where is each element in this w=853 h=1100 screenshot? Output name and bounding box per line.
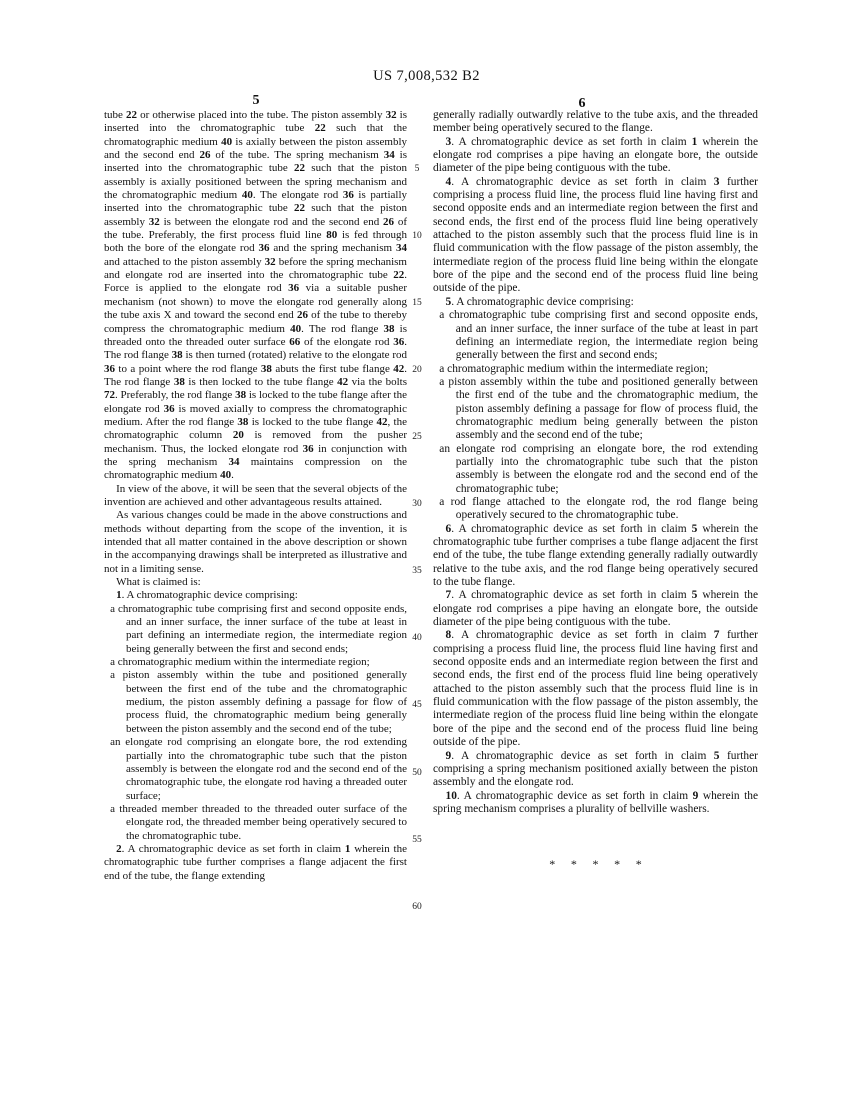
line-number: 25	[412, 432, 422, 443]
claim-9: 9. A chromatographic device as set forth in claim 5 further comprising a spring mechanism positioned axially between the piston assembly and the elongate rod.	[433, 749, 758, 789]
claim-5: 5. A chromatographic device comprising:	[445, 295, 634, 308]
claim-7: 7. A chromatographic device as set forth in claim 5 wherein the elongate rod comprises a pipe having an elongate bore, the outside diameter of the pipe being contiguous with the tube.	[433, 589, 758, 629]
claim-3: 3. A chromatographic device as set forth in claim 1 wherein the elongate rod comprises a pipe having an elongate bore, the outside diameter of the pipe being contiguous with the tube.	[433, 135, 758, 175]
claim-5-element: a rod flange attached to the elongate rod, the rod flange being operatively secured to the chromatographic tube.	[439, 495, 758, 522]
claim-5-element: a piston assembly within the tube and positioned generally between the first end of the tube and the chromatographic medium, the piston assembly defining a passage for flow of process fluid, the chromatographic medium being generally between the piston assembly and the second end of the tube;	[439, 375, 758, 442]
claims-preamble: What is claimed is:	[116, 576, 201, 589]
claim-5-element: a chromatographic tube comprising first and second opposite ends, and an inner surface, the inner surface of the tube at least in part defining an intermediate region, the intermediate region being generally between the first and second ends;	[439, 309, 758, 362]
line-number: 45	[412, 700, 422, 711]
line-number: 40	[412, 633, 422, 644]
claim-2-continuation: generally radially outwardly relative to the tube axis, and the threaded member being operatively secured to the flange.	[433, 109, 758, 135]
patent-number-header: US 7,008,532 B2	[373, 68, 480, 84]
claim-5-element: a chromatographic medium within the intermediate region;	[439, 362, 709, 375]
left-column	[104, 109, 407, 883]
line-number: 30	[412, 499, 422, 510]
claim-10: 10. A chromatographic device as set forth in claim 9 wherein the spring mechanism comprises a plurality of bellville washers.	[433, 789, 758, 815]
line-number-gutter	[404, 0, 430, 1100]
description-paragraph: As various changes could be made in the above constructions and methods without departing from the scope of the invention, it is intended that all matter contained in the above description or shown in the accompanying drawings shall be interpreted as illustrative and not in a limiting sense.	[104, 509, 407, 575]
line-number: 5	[414, 163, 420, 174]
line-number: 60	[412, 901, 422, 912]
line-number: 50	[412, 767, 422, 778]
line-number: 20	[412, 364, 422, 375]
claim-1-element: a chromatographic tube comprising first and second opposite ends, and an inner surface, the inner surface of the tube at least in part defining an intermediate region, the intermediate region being generally between the first and second ends;	[110, 602, 407, 655]
line-number: 55	[412, 834, 422, 845]
claim-2: 2. A chromatographic device as set forth in claim 1 wherein the chromatographic tube further comprises a flange adjacent the first end of the tube, the flange extending	[104, 842, 407, 882]
claim-1-element: a piston assembly within the tube and positioned generally between the first end of the tube and the chromatographic medium, the piston assembly defining a passage for flow of process fluid, the chromatographic medium being generally between the piston assembly and the second end of the tube;	[110, 669, 407, 735]
line-number: 35	[412, 566, 422, 577]
claim-5-element: an elongate rod comprising an elongate bore, the rod extending partially into the chromatographic tube such that the piston assembly is between the elongate rod and the second end of the chromatographic tube;	[439, 442, 758, 495]
column-number-right: 6	[578, 96, 586, 111]
claim-8: 8. A chromatographic device as set forth in claim 7 further comprising a process fluid line, the process fluid line having first and second opposite ends and an intermediate region between the first and second ends, the first end of the process fluid line being operatively attached to the piston assembly such that the process fluid line is in fluid communication with the flow passage of the piston assembly, the intermediate region of the process fluid line being within the elongate bore of the pipe and the second end of the process fluid line being outside of the pipe.	[433, 629, 758, 749]
claim-1-element: a threaded member threaded to the threaded outer surface of the elongate rod, the threaded member being operatively secured to the chromatographic tube.	[110, 802, 407, 842]
claim-1: 1. A chromatographic device comprising:	[116, 589, 298, 602]
end-of-claims-asterisks: * * * * *	[549, 857, 642, 872]
line-number: 10	[412, 230, 422, 241]
claim-6: 6. A chromatographic device as set forth in claim 5 wherein the chromatographic tube further comprises a tube flange adjacent the first end of the tube, the tube flange extending generally radially outwardly relative to the tube axis, and the rod flange being operatively secured to the tube flange.	[433, 522, 758, 589]
column-number-left: 5	[252, 93, 260, 108]
claim-4: 4. A chromatographic device as set forth in claim 3 further comprising a process fluid line, the process fluid line having first and second opposite ends and an intermediate region between the first and second ends, the first end of the process fluid line being operatively attached to the piston assembly such that the process fluid line is in fluid communication with the flow passage of the piston assembly, the intermediate region of the process fluid line being within the elongate bore of the pipe and the second end of the process fluid line being outside of the pipe.	[433, 175, 758, 295]
right-column	[433, 109, 758, 872]
line-number: 15	[412, 297, 422, 308]
description-paragraph: tube 22 or otherwise placed into the tube. The piston assembly 32 is inserted into the chromatographic tube 22 such that the chromatographic medium 40 is axially between the piston assembly and the second end 26 of the tube. The spring mechanism 34 is inserted into the chromatographic tube 22 such that the piston assembly is axially positioned between the spring mechanism and the chromatographic medium 40. The elongate rod 36 is partially inserted into the chromatographic tube 22 such that the piston assembly 32 is between the elongate rod and the second end 26 of the tube. Preferably, the first process fluid line 80 is fed through both the bore of the elongate rod 36 and the spring mechanism 34 and attached to the piston assembly 32 before the spring mechanism and elongate rod are inserted into the chromatographic tube 22. Force is applied to the elongate rod 36 via a suitable pusher mechanism (not shown) to move the elongate rod generally along the tube axis X and toward the second end 26 of the tube to thereby compress the chromatographic medium 40. The rod flange 38 is threaded onto the threaded outer surface 66 of the elongate rod 36. The rod flange 38 is then turned (rotated) relative to the elongate rod 36 to a point where the rod flange 38 abuts the first tube flange 42. The rod flange 38 is then locked to the tube flange 42 via the bolts 72. Preferably, the rod flange 38 is locked to the tube flange after the elongate rod 36 is moved axially to compress the chromatographic medium. After the rod flange 38 is locked to the tube flange 42, the chromatographic column 20 is removed from the pusher mechanism. Thus, the locked elongate rod 36 in conjunction with the spring mechanism 34 maintains compression on the chromatographic medium 40.	[104, 109, 408, 482]
description-paragraph: In view of the above, it will be seen that the several objects of the invention are achieved and other advantageous results attained.	[104, 482, 407, 508]
claim-1-element: a chromatographic medium within the intermediate region;	[110, 656, 370, 669]
claim-1-element: an elongate rod comprising an elongate bore, the rod extending partially into the chromatographic tube such that the piston assembly is between the elongate rod and the second end of the chromatographic tube, the elongate rod having a threaded outer surface;	[110, 736, 407, 802]
